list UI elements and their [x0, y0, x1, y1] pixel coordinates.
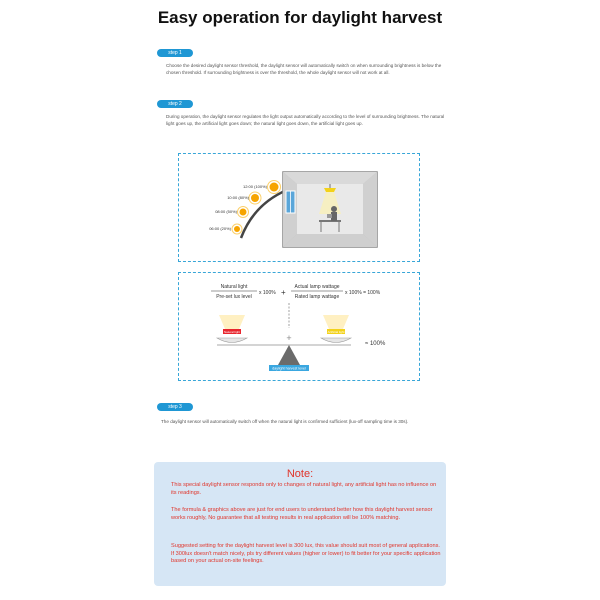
time-label: 06:00 (20%) [209, 226, 231, 231]
sun-icon [268, 181, 281, 194]
sun-icon [238, 207, 249, 218]
formula-diagram [179, 273, 421, 382]
plus-sign: + [281, 288, 286, 297]
daylight-diagram [179, 154, 421, 263]
step-2-text: During operation, the daylight sensor regulates the light output automatically according to the level of surrounding brightness. The natural light goes up, the artificial light goes down; the natural light goes down, the artificial light goes up. [166, 114, 445, 126]
lamp-icon [324, 188, 336, 192]
step-3-text: The daylight sensor will automatically switch off when the natural light is confirmed sufficient (lux-off sampling time is 30s). [161, 419, 409, 424]
multiplier-result: x 100% = 100% [345, 290, 381, 296]
formula-diagram-box [178, 272, 420, 381]
note-paragraph: Suggested setting for the daylight harvest level is 300 lux, this value should suit most of general applications. If 300lux doesn't match nicely, pls try different values (higher or lower) to fit better for your specific application based on your actual on-site feelings. [171, 543, 441, 564]
multiplier-1: x 100% [259, 290, 276, 296]
time-label: 08:00 (50%) [215, 209, 237, 214]
right-pan-label: Artificial light [327, 330, 345, 334]
result-value: ≈ 100% [365, 341, 386, 347]
note-paragraph: The formula & graphics above are just for end users to understand better how this daylight harvest sensor works roughly, No guarantee that all testing results in real application will be 100% matching. [171, 507, 433, 521]
sun-icon [249, 192, 261, 204]
rated-wattage-term: Rated lamp wattage [294, 294, 340, 300]
note-panel [154, 462, 446, 586]
room-illustration [283, 172, 377, 247]
actual-wattage-term: Actual lamp wattage [294, 284, 340, 290]
page-title: Easy operation for daylight harvest [157, 8, 443, 27]
pivot-label: daylight harvest level [272, 366, 306, 371]
left-pan-label: Natural light [223, 330, 241, 334]
note-title: Note: [286, 468, 314, 480]
fulcrum [278, 345, 300, 365]
natural-light-pan [217, 315, 247, 343]
step-1-badge: step 1 [157, 49, 193, 57]
daylight-diagram-box [178, 153, 420, 262]
artificial-light-pan [321, 315, 351, 343]
preset-lux-term: Pre-set lux level [216, 294, 252, 300]
time-label: 12:00 (100%) [242, 184, 267, 189]
time-label: 10:00 (80%) [227, 195, 249, 200]
note-paragraph: This special daylight sensor responds only to changes of natural light, any artificial light has no influence on its readings. [171, 482, 437, 496]
step-1-text: Choose the desired daylight sensor threshold, the daylight sensor will automatically switch on when surrounding brightness is below the chosen threshold. If surrounding brightness is over the threshold, the whole daylight sensor will not work at all. [166, 63, 442, 75]
sun-icon [232, 224, 242, 234]
center-plus: + [286, 333, 292, 343]
natural-light-term: Natural light [220, 284, 248, 290]
step-2-badge: step 2 [157, 100, 193, 108]
step-3-badge: step 3 [157, 403, 193, 411]
